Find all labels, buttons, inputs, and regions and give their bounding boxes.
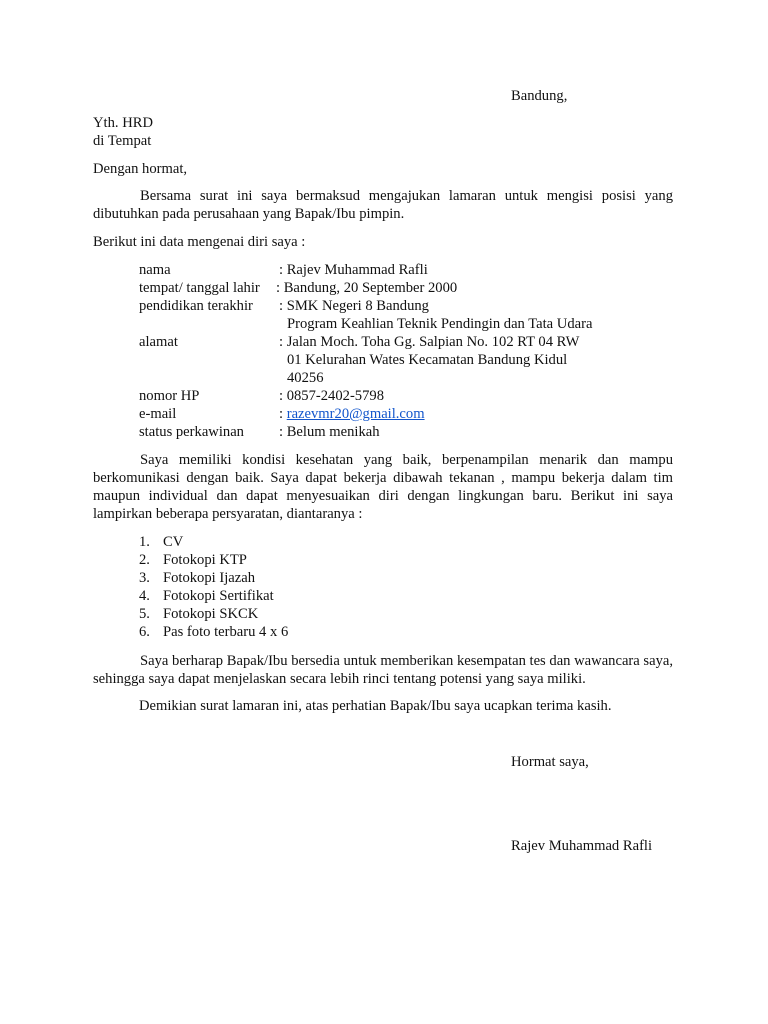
email-link[interactable]: razevmr20@gmail.com bbox=[286, 406, 425, 422]
condition-paragraph: Saya memiliki kondisi kesehatan yang baik, berpenampilan menarik dan mampu berkomunikasi dengan baik. Saya dapat bekerja dibawah tekanan , mampu bekerja dalam tim maupun individual dan dapat menyesuaikan diri dengan lingkungan baru. Berikut ini saya lampirkan beberapa persyaratan, diantaranya : bbox=[93, 452, 673, 522]
closing-paragraph: Demikian surat lamaran ini, atas perhatian Bapak/Ibu saya ucapkan terima kasih. bbox=[139, 698, 612, 714]
intro-paragraph: Bersama surat ini saya bermaksud mengajukan lamaran untuk mengisi posisi yang dibutuhkan pada perusahaan yang Bapak/Ibu pimpin. bbox=[93, 188, 673, 222]
list-item: Fotokopi Sertifikat bbox=[163, 588, 274, 604]
list-item: Pas foto terbaru 4 x 6 bbox=[163, 624, 289, 640]
phone-value: : 0857-2402-5798 bbox=[279, 388, 384, 404]
name-label: nama bbox=[139, 262, 171, 278]
birth-label: tempat/ tanggal lahir bbox=[139, 280, 260, 296]
list-item: Fotokopi SKCK bbox=[163, 606, 259, 622]
list-number: 6. bbox=[139, 624, 150, 640]
recipient-line-1: Yth. HRD bbox=[93, 115, 153, 131]
address-label: alamat bbox=[139, 334, 178, 350]
education-value: : SMK Negeri 8 Bandung bbox=[279, 298, 429, 314]
email-value-wrap bbox=[279, 405, 425, 423]
address-value-line-2: 01 Kelurahan Wates Kecamatan Bandung Kidul bbox=[287, 352, 568, 368]
hope-paragraph: Saya berharap Bapak/Ibu bersedia untuk memberikan kesempatan tes dan wawancara saya, sehingga saya dapat menjelaskan secara lebih rinci tentang potensi yang saya miliki. bbox=[93, 653, 673, 687]
place-date: Bandung, bbox=[511, 88, 568, 104]
education-label: pendidikan terakhir bbox=[139, 298, 253, 314]
list-number: 2. bbox=[139, 552, 150, 568]
signature-closing: Hormat saya, bbox=[511, 754, 589, 770]
address-value-line-3: 40256 bbox=[287, 370, 324, 386]
data-intro: Berikut ini data mengenai diri saya : bbox=[93, 234, 306, 250]
address-value: : Jalan Moch. Toha Gg. Salpian No. 102 RT 04 RW bbox=[279, 334, 580, 350]
greeting: Dengan hormat, bbox=[93, 161, 188, 177]
list-number: 4. bbox=[139, 588, 150, 604]
list-number: 3. bbox=[139, 570, 150, 586]
list-number: 1. bbox=[139, 534, 150, 550]
email-colon: : bbox=[279, 406, 284, 422]
signature-name: Rajev Muhammad Rafli bbox=[511, 838, 653, 854]
marital-value: : Belum menikah bbox=[279, 424, 380, 440]
marital-label: status perkawinan bbox=[139, 424, 244, 440]
education-value-line-2: Program Keahlian Teknik Pendingin dan Tata Udara bbox=[287, 316, 593, 332]
list-item: CV bbox=[163, 534, 184, 550]
phone-label: nomor HP bbox=[139, 388, 200, 404]
list-item: Fotokopi KTP bbox=[163, 552, 247, 568]
recipient-line-2: di Tempat bbox=[93, 133, 152, 149]
name-value: : Rajev Muhammad Rafli bbox=[279, 262, 428, 278]
list-number: 5. bbox=[139, 606, 150, 622]
list-item: Fotokopi Ijazah bbox=[163, 570, 256, 586]
email-label: e-mail bbox=[139, 406, 177, 422]
birth-value: : Bandung, 20 September 2000 bbox=[276, 280, 458, 296]
